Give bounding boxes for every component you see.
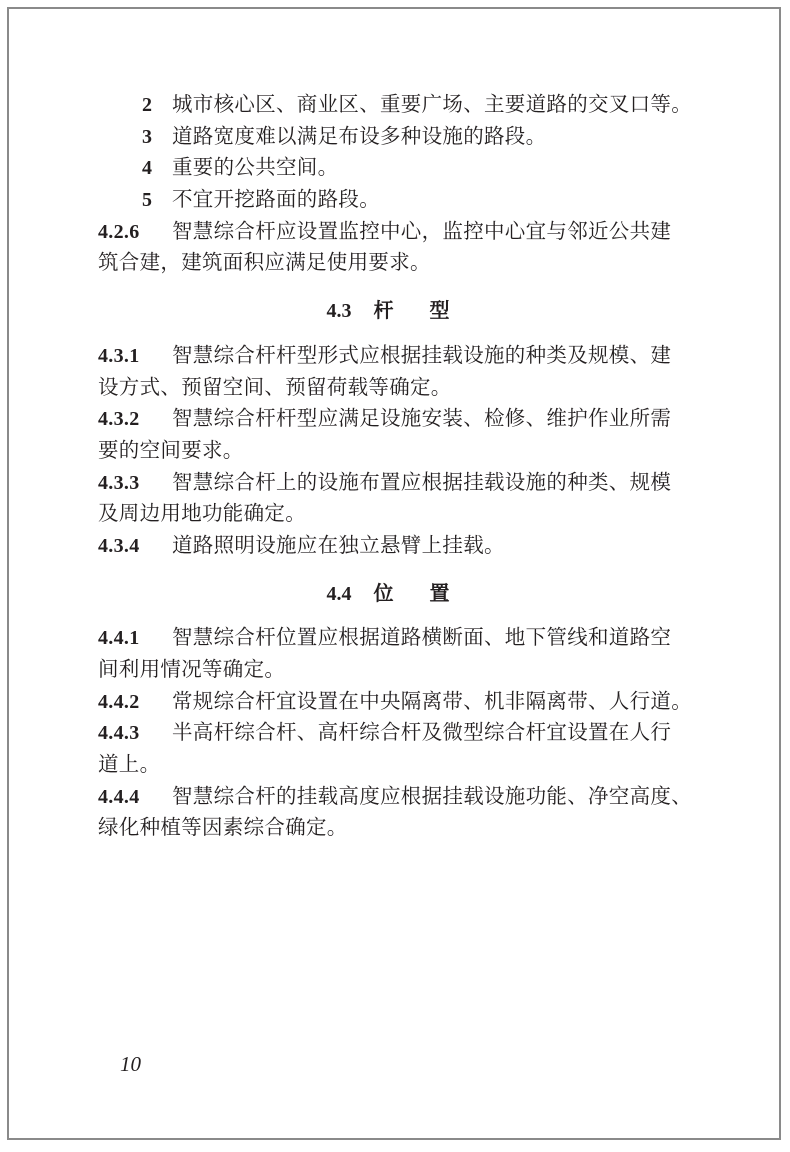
clause-first-line xyxy=(98,622,698,654)
clause-text: 道路照明设施应在独立悬臂上挂载。 xyxy=(172,532,505,557)
page-content xyxy=(98,89,698,844)
item-text: 道路宽度难以满足布设多种设施的路段。 xyxy=(172,123,547,148)
clause-continuation-line xyxy=(98,654,698,686)
item-text: 城市核心区、商业区、重要广场、主要道路的交叉口等。 xyxy=(172,92,692,116)
list-item xyxy=(98,121,698,153)
clause-text: 智慧综合杆杆型应满足设施安装、检修、维护作业所需 xyxy=(172,406,672,431)
clause-text: 半高杆综合杆、高杆综合杆及微型综合杆宜设置在人行 xyxy=(172,720,672,745)
clause-first-line xyxy=(98,340,698,372)
section-title: 位置 xyxy=(373,580,486,605)
clause-text: 要的空间要求。 xyxy=(98,437,244,462)
section-heading-4-3 xyxy=(98,295,698,327)
clause-continuation-line xyxy=(98,435,698,467)
clause-continuation-line xyxy=(98,498,698,530)
item-number xyxy=(98,122,172,154)
clause-number: 4.4.2 xyxy=(98,690,140,713)
item-number xyxy=(98,185,172,217)
list-item xyxy=(98,89,698,121)
item-number-text: 2 xyxy=(142,94,153,116)
section-heading-4-4 xyxy=(98,578,698,610)
clause-text: 绿化种植等因素综合确定。 xyxy=(98,815,348,840)
clause-first-line xyxy=(98,530,698,562)
clause-number: 4.2.6 xyxy=(98,220,140,243)
clause-number: 4.3.1 xyxy=(98,344,140,367)
section-number: 4.3 xyxy=(326,300,352,323)
clause-first-line xyxy=(98,467,698,499)
clause-text: 道上。 xyxy=(98,752,161,777)
list-item xyxy=(98,184,698,216)
clause-text: 设方式、预留空间、预留荷载等确定。 xyxy=(98,374,452,399)
item-number-text: 5 xyxy=(142,189,153,212)
clause-number: 4.3.3 xyxy=(98,471,140,494)
clause-number: 4.3.2 xyxy=(98,408,140,431)
clause-text: 及周边用地功能确定。 xyxy=(98,501,306,526)
clause-text: 智慧综合杆杆型形式应根据挂载设施的种类及规模、建 xyxy=(172,342,672,367)
clause-continuation-line xyxy=(98,812,698,844)
clause-text: 筑合建，建筑面积应满足使用要求。 xyxy=(98,250,431,275)
list-item xyxy=(98,152,698,184)
clause-first-line xyxy=(98,717,698,749)
clause-continuation-line xyxy=(98,372,698,404)
item-number xyxy=(98,90,172,122)
item-text: 重要的公共空间。 xyxy=(172,155,339,180)
clause-text: 间利用情况等确定。 xyxy=(98,657,286,681)
item-text: 不宜开挖路面的路段。 xyxy=(172,187,380,212)
clause-first-line xyxy=(98,781,698,813)
clause-first-line xyxy=(98,403,698,435)
clause-first-line xyxy=(98,686,698,718)
clause-number: 4.4.4 xyxy=(98,785,140,808)
clause-number: 4.4.1 xyxy=(98,627,140,650)
clause-continuation-line xyxy=(98,749,698,781)
clause-text: 智慧综合杆应设置监控中心，监控中心宜与邻近公共建 xyxy=(172,218,672,243)
clause-text: 智慧综合杆的挂载高度应根据挂载设施功能、净空高度、 xyxy=(172,783,692,808)
section-title: 杆型 xyxy=(373,298,486,323)
page-number: 10 xyxy=(120,1052,141,1076)
item-number-text: 4 xyxy=(142,157,153,180)
item-number-text: 3 xyxy=(142,125,153,148)
clause-continuation-line xyxy=(98,247,698,279)
clause-number: 4.3.4 xyxy=(98,534,140,557)
clause-text: 智慧综合杆上的设施布置应根据挂载设施的种类、规模 xyxy=(172,469,672,494)
clause-number: 4.4.3 xyxy=(98,722,140,745)
clause-first-line xyxy=(98,216,698,248)
section-number: 4.4 xyxy=(326,582,352,605)
item-number xyxy=(98,153,172,185)
clause-text: 常规综合杆宜设置在中央隔离带、机非隔离带、人行道。 xyxy=(172,688,692,713)
clause-text: 智慧综合杆位置应根据道路横断面、地下管线和道路空 xyxy=(172,625,672,650)
